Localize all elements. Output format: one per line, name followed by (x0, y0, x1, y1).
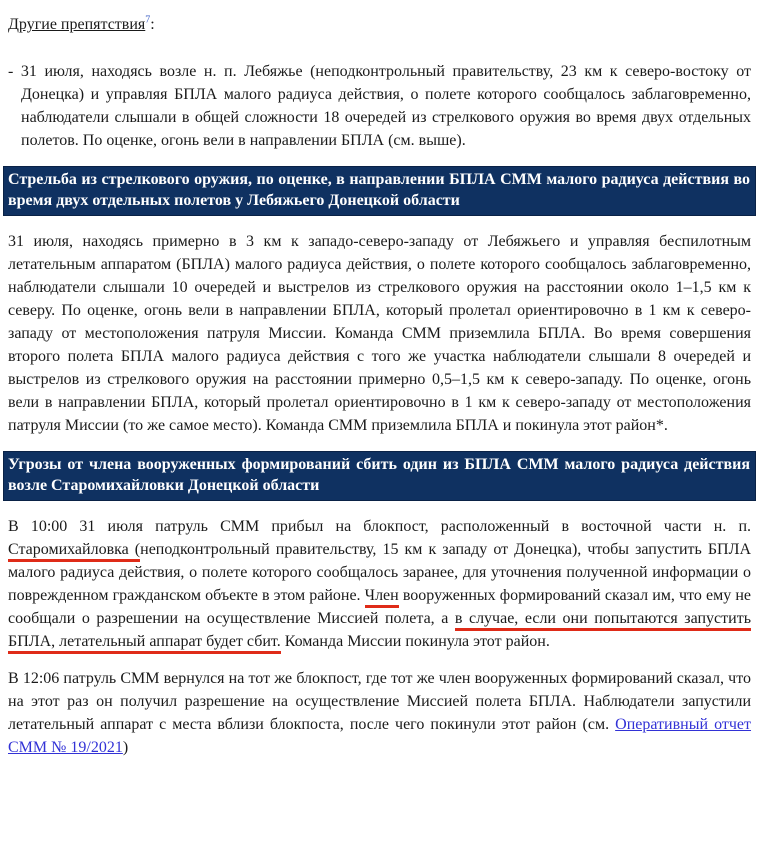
section-title-other-obstacles (8, 13, 751, 36)
red-underline-annotation: Член (365, 587, 399, 608)
text-run: Команда Миссии покинула этот район. (280, 633, 550, 650)
paragraph-lebyazhye-flight-details (8, 230, 751, 437)
red-underline-annotation: Старомихайловка ( (8, 541, 140, 562)
text-run: 31 июля, находясь примерно в 3 км к западо-северо-западу от Лебяжьего и управляя беспилотным летательным аппаратом (БПЛА) малого радиуса действия, о полете которого сообщалось заблаговременно, наблюдатели слышали 10 очередей и выстрелов из стрелкового оружия на расстоянии около 1–1,5 км к северу. По оценке, огонь вели в направлении БПЛА, который пролетал ориентировочно в 1 км к северо-западу от местоположения патруля Миссии. Команда СММ приземлила БПЛА. Во время совершения второго полета БПЛА малого радиуса действия с того же участка наблюдатели слышали 8 очередей и выстрелов из стрелкового оружия на расстоянии примерно 0,5–1,5 км к северо-западу. По оценке, огонь вели в направлении БПЛА, который пролетал ориентировочно в 1 км к северо-западу от местоположения патруля Миссии (то же самое место). Команда СММ приземлила БПЛА и покинула этот район*. (8, 233, 751, 434)
paragraph-checkpoint-threat (8, 515, 751, 653)
text-run: вооруженных формирований сказал им, что ему не сообщали о разрешении на осуществление Миссией полета, а (8, 587, 751, 627)
title-underlined-text: Другие препятствия (8, 16, 146, 33)
report-link[interactable]: Оперативный отчет СММ № 19/2021 (8, 716, 752, 756)
header-bar-threats-staromykhailivka: Угрозы от члена вооруженных формирований сбить один из БПЛА СММ малого радиуса действия возле Старомихайловки Донецкой области (3, 451, 756, 501)
header-bar-small-arms-fire-lebyazhye: Стрельба из стрелкового оружия, по оценке, в направлении БПЛА СММ малого радиуса действия во время двух отдельных полетов у Лебяжьего Донецкой области (3, 166, 756, 216)
text-run: неподконтрольный правительству, 15 км к западу от Донецка), чтобы запустить БПЛА малого радиуса действия, о полете которого сообщалось заранее, для уточнения полученной информации о поврежденном гражданском объекте в этом районе. (8, 541, 751, 604)
paragraph-return-visit (8, 667, 751, 759)
text-run: В 10:00 31 июля патруль СММ прибыл на блокпост, расположенный в восточной части н. п. (8, 518, 751, 535)
text-run: : (150, 16, 155, 33)
red-underline-annotation: в случае, если они попытаются запустить БПЛА, летательный аппарат будет сбит. (8, 610, 751, 654)
footnote-ref[interactable]: 7 (145, 14, 151, 26)
text-run: - 31 июля, находясь возле н. п. Лебяжье (неподконтрольный правительству, 23 км к северо-востоку от Донецка) и управляя БПЛА малого радиуса действия, о полете которого сообщалось заблаговременно, наблюдатели слышали в общей сложности 18 очередей из стрелкового оружия во время двух отдельных полетов. По оценке, огонь вели в направлении БПЛА (см. выше). (8, 63, 751, 149)
bullet-paragraph-lebyazhye-summary (8, 60, 751, 152)
text-run: ) (122, 739, 129, 756)
text-run: В 12:06 патруль СММ вернулся на тот же блокпост, где тот же член вооруженных формирований сказал, что на этот раз он получил разрешение на осуществление Миссией полета БПЛА. Наблюдатели запустили летательный аппарат с места вблизи блокпоста, после чего покинули этот район (см. (8, 670, 751, 733)
